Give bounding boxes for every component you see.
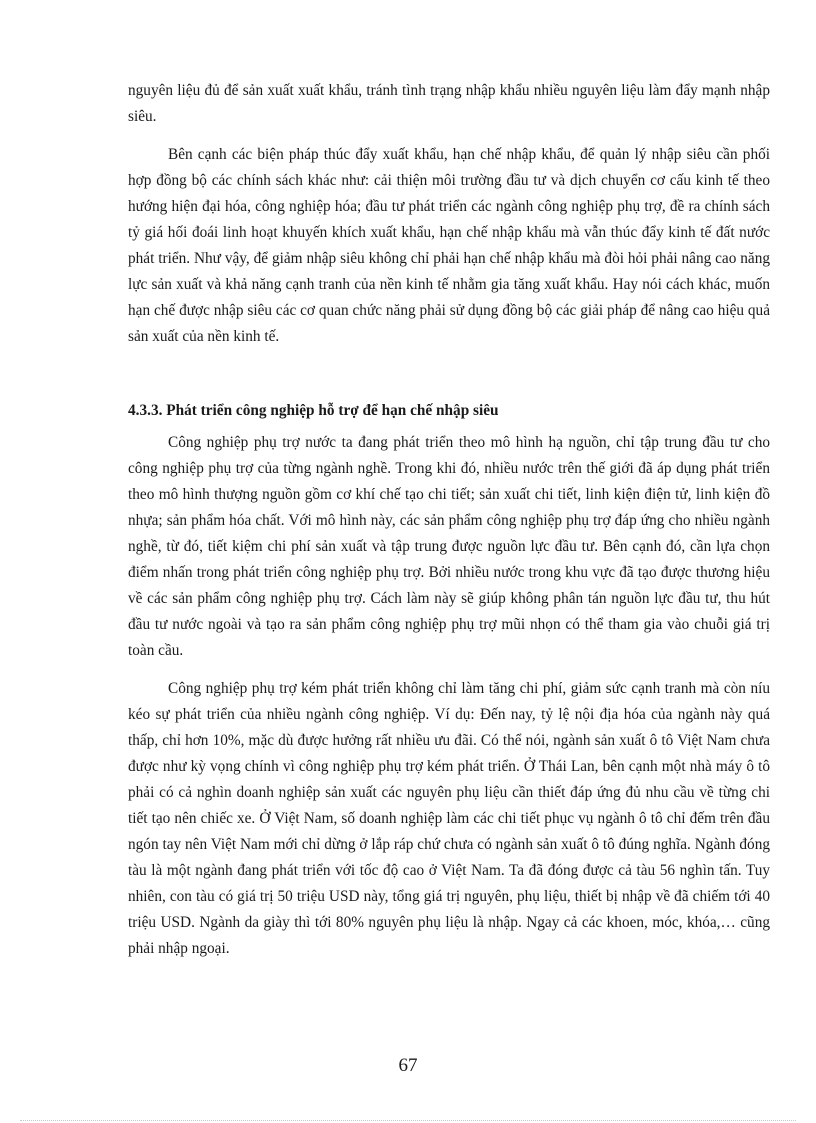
paragraph-continuation: nguyên liệu đủ để sản xuất xuất khẩu, tránh tình trạng nhập khẩu nhiều nguyên liệu làm đẩy mạnh nhập siêu. xyxy=(128,82,770,125)
paragraph-supporting-industry-examples: Công nghiệp phụ trợ kém phát triển không chỉ làm tăng chi phí, giảm sức cạnh tranh mà còn níu kéo sự phát triển của nhiều ngành công nghiệp. Ví dụ: Đến nay, tỷ lệ nội địa hóa của ngành này quá thấp, chỉ hơn 10%, mặc dù được hưởng rất nhiều ưu đãi. Có thể nói, ngành sản xuất ô tô Việt Nam chưa được như kỳ vọng chính vì công nghiệp phụ trợ kém phát triển. Ở Thái Lan, bên cạnh một nhà máy ô tô phải có cả nghìn doanh nghiệp sản xuất các nguyên phụ liệu cần thiết đáp ứng đủ nhu cầu về từng chi tiết tạo nên chiếc xe. Ở Việt Nam, số doanh nghiệp làm các chi tiết phục vụ ngành ô tô chỉ đếm trên đầu ngón tay nên Việt Nam mới chỉ dừng ở lắp ráp chứ chưa có ngành sản xuất ô tô đúng nghĩa. Ngành đóng tàu là một ngành đang phát triển với tốc độ cao ở Việt Nam. Ta đã đóng được cả tàu 56 nghìn tấn. Tuy nhiên, con tàu có giá trị 50 triệu USD này, tổng giá trị nguyên, phụ liệu, thiết bị nhập về đã chiếm tới 40 triệu USD. Ngành da giày thì tới 80% nguyên phụ liệu là nhập. Ngay cả các khoen, móc, khóa,… cũng phải nhập ngoại. xyxy=(128,680,770,957)
section-heading: 4.3.3. Phát triển công nghiệp hỗ trợ để hạn chế nhập siêu xyxy=(128,402,499,419)
document-body xyxy=(128,78,770,962)
paragraph-import-surplus-policy: Bên cạnh các biện pháp thúc đẩy xuất khẩu, hạn chế nhập khẩu, để quản lý nhập siêu cần phối hợp đồng bộ các chính sách khác như: cải thiện môi trường đầu tư và dịch chuyển cơ cấu kinh tế theo hướng hiện đại hóa, công nghiệp hóa; đầu tư phát triển các ngành công nghiệp phụ trợ, đề ra chính sách tỷ giá hối đoái linh hoạt khuyến khích xuất khẩu, hạn chế nhập khẩu mà vẫn thúc đẩy kinh tế đất nước phát triển. Như vậy, để giảm nhập siêu không chỉ phải hạn chế nhập khẩu mà đòi hỏi phải nâng cao năng lực sản xuất và khả năng cạnh tranh của nền kinh tế nhằm gia tăng xuất khẩu. Hay nói cách khác, muốn hạn chế được nhập siêu các cơ quan chức năng phải sử dụng đồng bộ các giải pháp để nâng cao hiệu quả sản xuất của nền kinh tế. xyxy=(128,146,770,345)
paragraph-supporting-industry-model: Công nghiệp phụ trợ nước ta đang phát triển theo mô hình hạ nguồn, chỉ tập trung đầu tư cho công nghiệp phụ trợ của từng ngành nghề. Trong khi đó, nhiều nước trên thế giới đã áp dụng phát triển theo mô hình thượng nguồn gồm cơ khí chế tạo chi tiết; sản xuất chi tiết, linh kiện điện tử, linh kiện đồ nhựa; sản phẩm hóa chất. Với mô hình này, các sản phẩm công nghiệp phụ trợ đáp ứng cho nhiều ngành nghề, từ đó, tiết kiệm chi phí sản xuất và tập trung được nguồn lực đầu tư. Bên cạnh đó, cần lựa chọn điểm nhấn trong phát triển công nghiệp phụ trợ. Bởi nhiều nước trong khu vực đã tạo được thương hiệu về các sản phẩm công nghiệp phụ trợ. Cách làm này sẽ giúp không phân tán nguồn lực đầu tư, thu hút đầu tư nước ngoài và tạo ra sản phẩm công nghiệp phụ trợ mũi nhọn có thể tham gia vào chuỗi giá trị toàn cầu. xyxy=(128,434,770,659)
page-bottom-divider xyxy=(20,1120,796,1121)
page-number: 67 xyxy=(398,1055,418,1076)
